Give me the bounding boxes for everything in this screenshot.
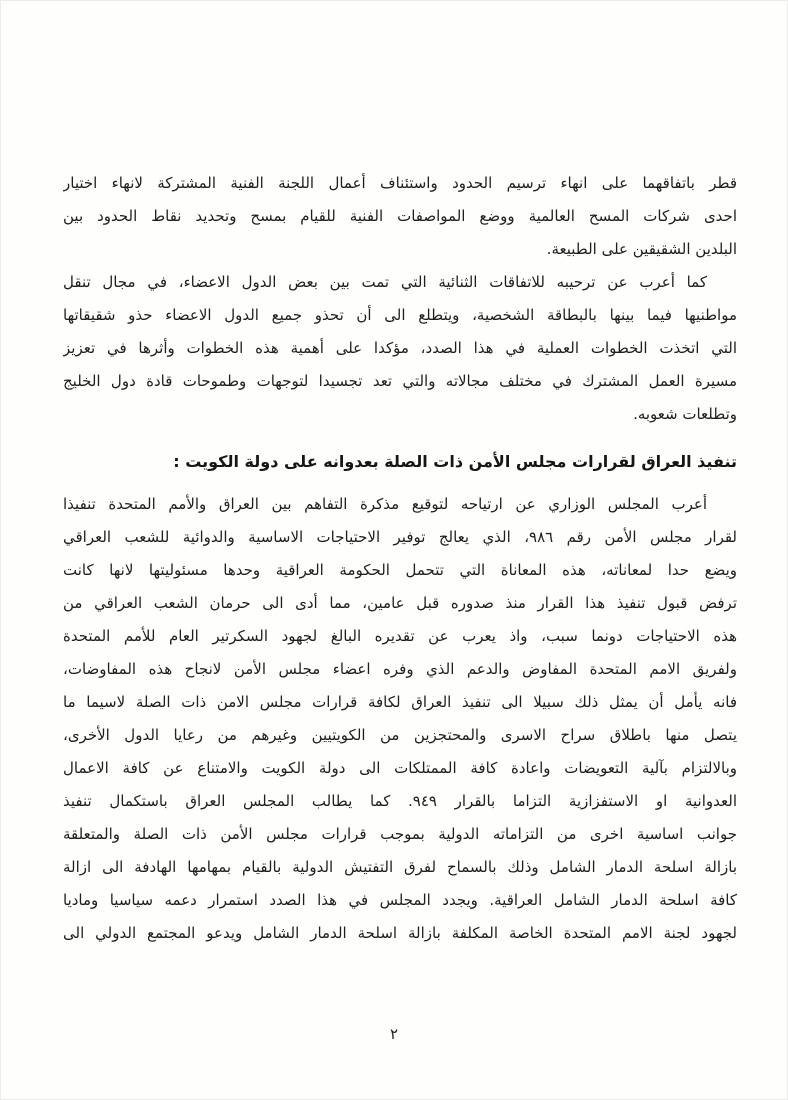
text-line: احدى شركات المسح العالمية ووضع المواصفات الفنية للقيام بمسح وتحديد نقاط الحدود بين xyxy=(63,207,737,225)
text-line: جوانب اساسية اخرى من التزاماته الدولية بموجب قرارات مجلس الأمن ذات الصلة والمتعلقة xyxy=(63,825,737,843)
text-line: ولفريق الامم المتحدة المفاوض والدعم الذي وفره اعضاء مجلس الأمن لانجاح هذه المفاوضات، xyxy=(63,660,737,678)
text-line: مسيرة العمل المشترك في مختلف مجالاته والتي تعد تجسيدا لتوجهات وطموحات قادة دول الخليج xyxy=(63,372,737,390)
text-line: بازالة اسلحة الدمار الشامل وذلك بالسماح لفرق التفتيش الدولية بالقيام بمهامها الهادفة الى ازالة xyxy=(63,858,737,876)
text-line: لقرار مجلس الأمن رقم ٩٨٦، الذي يعالج توفير الاحتياجات الاساسية والدوائية للشعب العراقي xyxy=(63,528,737,546)
text-line: كافة اسلحة الدمار الشامل العراقية. ويجدد المجلس في هذا الصدد استمرار دعمه سياسيا وماديا xyxy=(63,891,737,909)
text-block xyxy=(63,167,737,950)
text-line: ويضع حدا لمعاناته، هذه المعاناة التي تتحمل الحكومة العراقية وحدها مسئوليتها لانها كانت xyxy=(63,561,737,579)
text-line: أعرب المجلس الوزاري عن ارتياحه لتوقيع مذكرة التفاهم بين العراق والأمم المتحدة تنفيذا xyxy=(63,495,707,513)
text-line: البلدين الشقيقين على الطبيعة. xyxy=(546,240,737,258)
text-line: التي اتخذت الخطوات العملية في هذا الصدد، مؤكدا على أهمية هذه الخطوات وأثرها في تعزيز xyxy=(63,339,737,357)
paragraph-iraq-resolutions xyxy=(63,488,737,950)
page-number: ٢ xyxy=(389,1025,399,1043)
text-line: يتصل منها باطلاق سراح الاسرى والمحتجزين من الكويتيين وغيرهم من رعايا الدول الأخرى، xyxy=(63,726,737,744)
text-line: ترفض قبول تنفيذ هذا القرار منذ صدوره قبل عامين، مما أدى الى حرمان الشعب العراقي من xyxy=(63,594,737,612)
text-line: العدوانية او الاستفزازية التزاما بالقرار ٩٤٩. كما يطالب المجلس العراق باستكمال تنفيذ xyxy=(63,792,737,810)
text-line: وبالالتزام بآلية التعويضات واعادة كافة الممتلكات الى دولة الكويت والامتناع عن كافة الاعمال xyxy=(63,759,737,777)
section-heading: تنفيذ العراق لقرارات مجلس الأمن ذات الصلة بعدوانه على دولة الكويت : xyxy=(173,452,737,471)
text-line: هذه الاحتياجات دونما سبب، واذ يعرب عن تقديره البالغ لجهود السكرتير العام للأمم المتحدة xyxy=(63,627,737,645)
text-line: قطر باتفاقهما على انهاء ترسيم الحدود واستئناف أعمال اللجنة الفنية المشتركة لانهاء اختيار xyxy=(63,174,737,192)
text-line: مواطنيها فيما بينها بالبطاقة الشخصية، ويتطلع الى أن تحذو جميع الدول الاعضاء حذو شقيقاتها xyxy=(63,306,737,324)
paragraph-bilateral-agreements xyxy=(63,266,737,431)
text-line: كما أعرب عن ترحيبه للاتفاقات الثنائية التي تمت بين بعض الدول الاعضاء، في مجال تنقل xyxy=(63,273,707,291)
text-line: وتطلعات شعوبه. xyxy=(633,405,737,423)
text-line: فانه يأمل أن يمثل ذلك سبيلا الى تنفيذ العراق لكافة قرارات مجلس الامن ذات الصلة لاسيما ما xyxy=(63,693,737,711)
paragraph-border-demarcation xyxy=(63,167,737,266)
text-line: لجهود لجنة الامم المتحدة الخاصة المكلفة بازالة اسلحة الدمار الشامل ويدعو المجتمع الدولي الى xyxy=(63,924,737,942)
